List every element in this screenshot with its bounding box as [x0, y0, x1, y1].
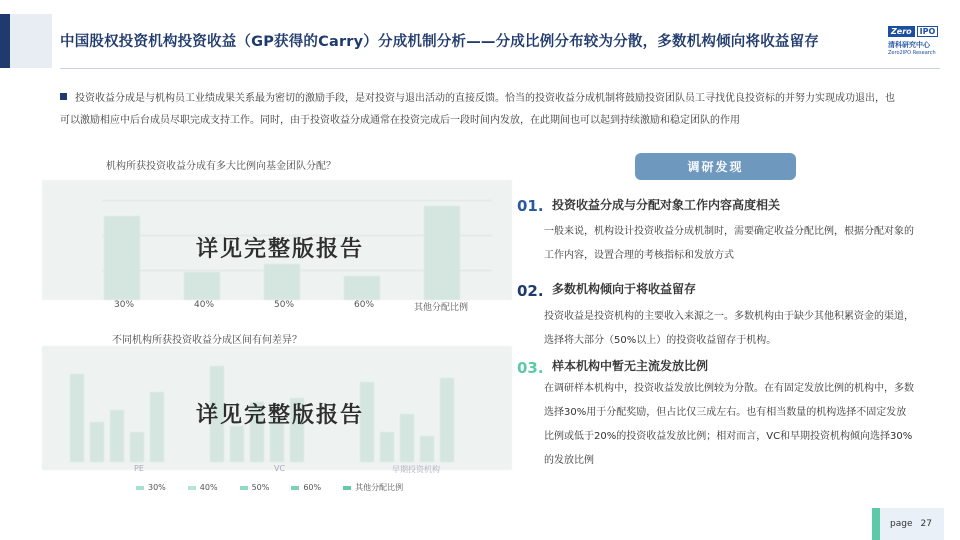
legend-item [343, 482, 403, 493]
chart2-bar [380, 432, 394, 462]
chart2-category: 早期投资机构 [392, 465, 440, 474]
chart1-gridline [102, 200, 492, 201]
chart2-placeholder-text: 详见完整版报告 [196, 403, 365, 428]
chart2-bar [70, 374, 84, 462]
finding-1-title: 投资收益分成与分配对象工作内容高度相关 [552, 198, 781, 212]
chart1-placeholder-text: 详见完整版报告 [196, 237, 365, 262]
legend-label: 60% [303, 483, 322, 492]
chart2-bar [420, 436, 434, 462]
finding-1-body: 一般来说，机构设计投资收益分成机制时，需要确定收益分配比例，根据分配对象的工作内容，设置合理的考核指标和发放方式 [544, 226, 914, 261]
square-bullet-icon [60, 93, 67, 100]
chart1-tick: 40% [194, 300, 215, 310]
page-title: 中国股权投资机构投资收益（GP获得的Carry）分成机制分析——分成比例分布较为分散，多数机构倾向将收益留存 [60, 34, 820, 50]
page-indicator [872, 508, 944, 540]
legend-item [188, 482, 218, 493]
page-accent-strip [872, 508, 880, 540]
chart1-bar [264, 264, 300, 300]
finding-2-title: 多数机构倾向于将收益留存 [552, 282, 697, 296]
chart1-bar [344, 276, 380, 300]
chart1-question: 机构所获投资收益分成有多大比例向基金团队分配？ [106, 161, 336, 172]
chart2-bar [130, 432, 144, 462]
logo-en-text: Zero2IPO Research [888, 50, 936, 56]
chart1-bar [184, 272, 220, 300]
findings-pill: 调研发现 [635, 153, 796, 180]
chart1-tick: 50% [274, 300, 295, 310]
legend-swatch-icon [291, 486, 299, 490]
chart2-category: PE [134, 464, 144, 473]
header-band [10, 14, 52, 68]
chart2-legend [136, 482, 403, 493]
zero2ipo-logo [888, 26, 940, 60]
legend-label: 30% [148, 483, 166, 492]
legend-label: 50% [251, 483, 270, 492]
chart2-bar [110, 410, 124, 462]
legend-label: 40% [199, 483, 218, 492]
page-label: page [890, 519, 913, 529]
legend-item [240, 482, 270, 493]
finding-3-title: 样本机构中暂无主流发放比例 [552, 359, 709, 373]
chart2-bar [150, 392, 164, 462]
chart2-bar [230, 426, 244, 462]
intro-paragraph [60, 88, 896, 132]
logo-brand-a: Zero [888, 26, 915, 37]
finding-3-number: 03. [517, 359, 544, 377]
legend-swatch-icon [188, 486, 196, 490]
finding-2-number: 02. [517, 282, 544, 300]
logo-brand-b: IPO [917, 26, 939, 37]
page-number: 27 [920, 519, 932, 529]
finding-3-body: 在调研样本机构中，投资收益发放比例较为分散。在有固定发放比例的机构中，多数选择30%用于分配奖励，但占比仅三成左右。也有相当数量的机构选择不固定发放比例或低于20%的投资收益发放比例；相对而言，VC和早期投资机构倾向选择30%的发放比例 [544, 383, 914, 466]
chart1-tick: 其他分配比例 [414, 303, 469, 313]
chart2-bar [90, 422, 104, 462]
chart2-bar [440, 378, 454, 462]
legend-label: 其他分配比例 [355, 483, 404, 492]
header-accent-bar [0, 14, 10, 68]
legend-swatch-icon [136, 486, 144, 490]
chart1-bar [104, 216, 140, 300]
chart1-tick: 30% [114, 300, 135, 310]
header-divider [60, 68, 940, 69]
chart2-category: VC [274, 464, 286, 473]
legend-item [291, 482, 321, 493]
logo-cn-text: 清科研究中心 [888, 41, 930, 49]
intro-text: 投资收益分成是与机构员工业绩成果关系最为密切的激励手段，是对投资与退出活动的直接反馈。恰当的投资收益分成机制将鼓励投资团队员工寻找优良投资标的并努力实现成功退出，也可以激励相应中后台成员尽职完成支持工作。同时，由于投资收益分成通常在投资完成后一段时间内发放，在此期间也可以起到持续激励和稳定团队的作用 [60, 93, 895, 126]
legend-swatch-icon [343, 486, 351, 490]
legend-item [136, 482, 166, 493]
chart2-question: 不同机构所获投资收益分成区间有何差异？ [112, 335, 302, 346]
chart2-bar [400, 414, 414, 462]
finding-2-body: 投资收益是投资机构的主要收入来源之一。多数机构由于缺少其他积累资金的渠道，选择将大部分（50%以上）的投资收益留存于机构。 [544, 311, 914, 346]
chart1-tick: 60% [354, 300, 375, 310]
finding-1-number: 01. [517, 197, 544, 215]
chart1-bar [424, 206, 460, 300]
legend-swatch-icon [240, 486, 248, 490]
